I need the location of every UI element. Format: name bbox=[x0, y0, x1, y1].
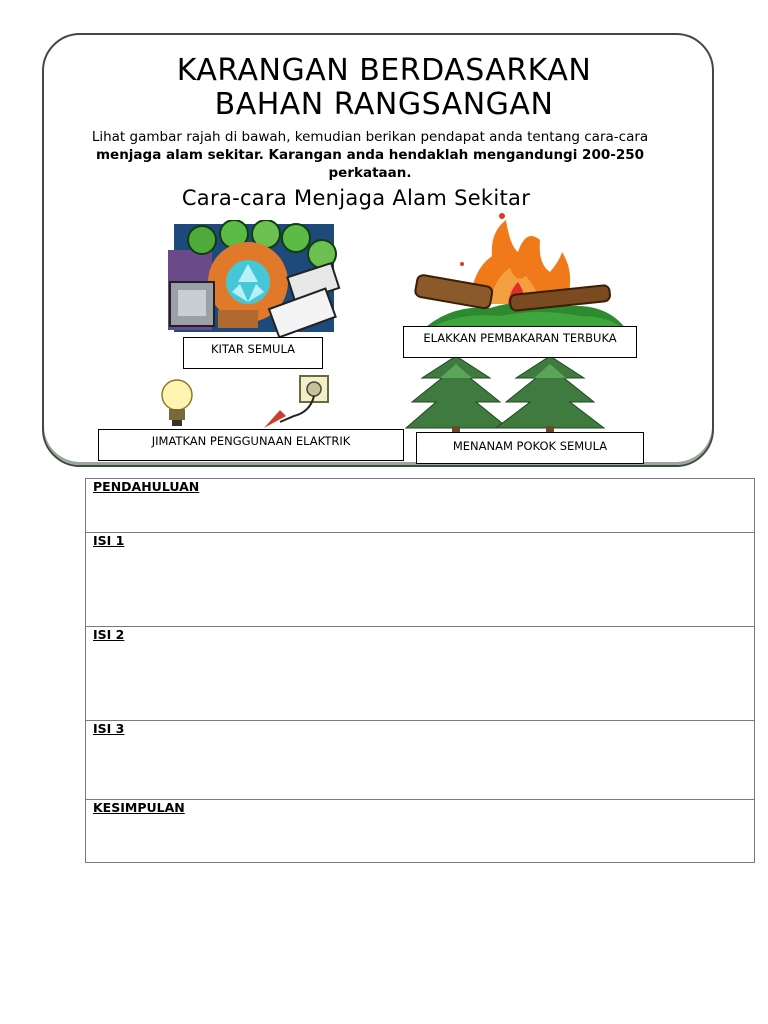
section-point2-cell[interactable] bbox=[86, 627, 755, 721]
table-row bbox=[86, 721, 755, 800]
section-introduction-heading: PENDAHULUAN bbox=[93, 479, 200, 494]
label-electric: JIMATKAN PENGGUNAAN ELAKTRIK bbox=[98, 429, 404, 461]
section-conclusion-heading: KESIMPULAN bbox=[93, 800, 185, 815]
power-plug-illustration-icon bbox=[258, 374, 338, 430]
pine-trees-illustration-icon bbox=[398, 356, 614, 434]
section-point3-cell[interactable] bbox=[86, 721, 755, 800]
instruction-line-3: perkataan. bbox=[328, 165, 412, 181]
section-point3-heading: ISI 3 bbox=[93, 721, 125, 736]
fire-illustration-icon bbox=[410, 212, 630, 332]
lightbulb-illustration-icon bbox=[152, 376, 202, 428]
instruction-line-2: menjaga alam sekitar. Karangan anda hendaklah mengandungi 200-250 bbox=[95, 147, 645, 163]
title-line-1: KARANGAN BERDASARKAN bbox=[176, 53, 592, 88]
label-burning: ELAKKAN PEMBAKARAN TERBUKA bbox=[403, 326, 637, 358]
table-row bbox=[86, 533, 755, 627]
label-replant: MENANAM POKOK SEMULA bbox=[416, 432, 644, 464]
instruction-line-1: Lihat gambar rajah di bawah, kemudian berikan pendapat anda tentang cara-cara bbox=[91, 129, 649, 145]
table-row bbox=[86, 627, 755, 721]
diagram-subtitle: Cara-cara Menjaga Alam Sekitar bbox=[181, 186, 531, 210]
section-introduction-cell[interactable] bbox=[86, 479, 755, 533]
label-recycle: KITAR SEMULA bbox=[183, 337, 323, 369]
section-point2-heading: ISI 2 bbox=[93, 627, 125, 642]
table-row bbox=[86, 800, 755, 863]
section-point1-heading: ISI 1 bbox=[93, 533, 125, 548]
section-conclusion-cell[interactable] bbox=[86, 800, 755, 863]
essay-outline-table bbox=[85, 478, 755, 863]
title-line-2: BAHAN RANGSANGAN bbox=[214, 87, 554, 122]
instruction-text bbox=[70, 128, 670, 182]
table-row bbox=[86, 479, 755, 533]
recycle-illustration-icon bbox=[162, 220, 350, 338]
section-point1-cell[interactable] bbox=[86, 533, 755, 627]
